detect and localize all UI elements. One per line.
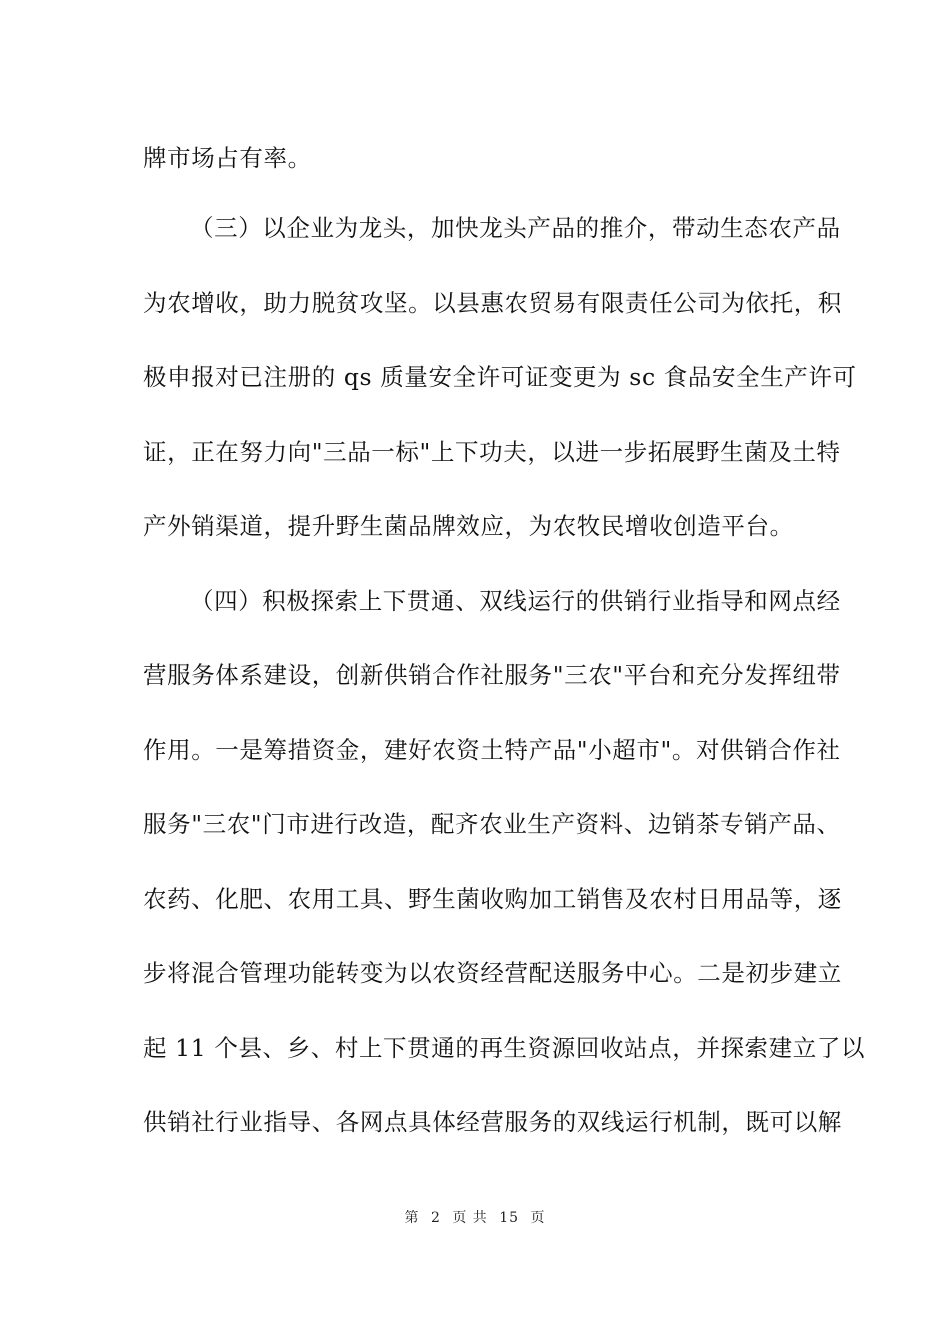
paragraph-line: 营服务体系建设，创新供销合作社服务"三农"平台和充分发挥纽带 bbox=[143, 661, 841, 689]
current-page-number: 2 bbox=[430, 1210, 441, 1226]
footer-prefix: 第 bbox=[404, 1210, 420, 1226]
paragraph-line: （三）以企业为龙头，加快龙头产品的推介，带动生态农产品 bbox=[190, 214, 841, 242]
footer-middle: 页 共 bbox=[452, 1210, 488, 1226]
paragraph-line: 供销社行业指导、各网点具体经营服务的双线运行机制，既可以解 bbox=[143, 1108, 842, 1136]
page-footer bbox=[0, 1209, 950, 1227]
paragraph-line: 农药、化肥、农用工具、野生菌收购加工销售及农村日用品等，逐 bbox=[143, 885, 842, 913]
paragraph-line: 服务"三农"门市进行改造，配齐农业生产资料、边销茶专销产品、 bbox=[143, 810, 841, 838]
total-page-count: 15 bbox=[499, 1210, 520, 1226]
paragraph-line: 作用。一是筹措资金，建好农资土特产品"小超市"。对供销合作社 bbox=[143, 736, 841, 764]
paragraph-line: 起 11 个县、乡、村上下贯通的再生资源回收站点，并探索建立了以 bbox=[143, 1034, 866, 1062]
paragraph-line: 产外销渠道，提升野生菌品牌效应，为农牧民增收创造平台。 bbox=[143, 512, 794, 540]
paragraph-line: 步将混合管理功能转变为以农资经营配送服务中心。二是初步建立 bbox=[143, 959, 842, 987]
paragraph-line: 极申报对已注册的 qs 质量安全许可证变更为 sc 食品安全生产许可 bbox=[143, 363, 857, 391]
paragraph-line: （四）积极探索上下贯通、双线运行的供销行业指导和网点经 bbox=[190, 587, 841, 615]
footer-suffix: 页 bbox=[530, 1210, 546, 1226]
paragraph-line: 证，正在努力向"三品一标"上下功夫，以进一步拓展野生菌及土特 bbox=[143, 438, 841, 466]
paragraph-line: 为农增收，助力脱贫攻坚。以县惠农贸易有限责任公司为依托，积 bbox=[143, 289, 842, 317]
paragraph-line: 牌市场占有率。 bbox=[143, 144, 312, 172]
